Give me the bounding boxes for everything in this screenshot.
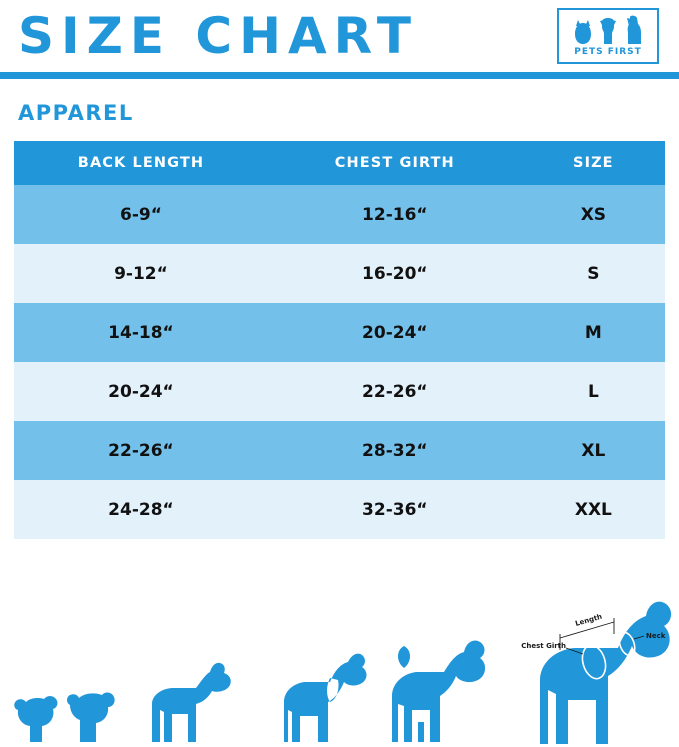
cell-size: S (522, 244, 665, 303)
cell-size: XL (522, 421, 665, 480)
cell-back-length: 9-12“ (14, 244, 268, 303)
cell-chest-girth: 16-20“ (268, 244, 522, 303)
cell-back-length: 20-24“ (14, 362, 268, 421)
table-row (14, 185, 665, 244)
cell-back-length: 24-28“ (14, 480, 268, 539)
page-title: SIZE CHART (18, 7, 419, 65)
cell-chest-girth: 12-16“ (268, 185, 522, 244)
dog-small-icon (598, 17, 618, 45)
cell-back-length: 22-26“ (14, 421, 268, 480)
dog-silhouette-xxl-icon (540, 602, 671, 744)
section-title: APPAREL (18, 101, 134, 125)
table-header-row (14, 141, 665, 185)
dog-large-icon (622, 15, 644, 45)
cat-sitting-icon (572, 17, 594, 45)
dog-silhouette-s-icon (67, 693, 115, 742)
cell-chest-girth: 22-26“ (268, 362, 522, 421)
label-length: Length (574, 612, 604, 628)
page-header (0, 0, 679, 72)
cell-size: XXL (522, 480, 665, 539)
size-chart-table (14, 141, 665, 539)
logo-animal-icons (572, 15, 644, 45)
pets-first-logo (557, 8, 659, 64)
dog-silhouettes-svg (0, 592, 679, 747)
dog-silhouette-xs-icon (14, 696, 57, 742)
label-neck: Neck (646, 632, 666, 640)
cell-chest-girth: 28-32“ (268, 421, 522, 480)
cell-chest-girth: 20-24“ (268, 303, 522, 362)
dog-size-illustration (0, 592, 679, 747)
cell-back-length: 14-18“ (14, 303, 268, 362)
cell-size: XS (522, 185, 665, 244)
cell-back-length: 6-9“ (14, 185, 268, 244)
logo-text: PETS FIRST (574, 47, 642, 57)
header-divider (0, 72, 679, 79)
column-header-chest-girth: CHEST GIRTH (268, 141, 522, 185)
column-header-back-length: BACK LENGTH (14, 141, 268, 185)
dog-silhouette-m-icon (152, 663, 231, 742)
table-row (14, 480, 665, 539)
table-row (14, 244, 665, 303)
column-header-size: SIZE (522, 141, 665, 185)
table-row (14, 303, 665, 362)
dog-silhouette-l-icon (284, 654, 367, 742)
cell-size: M (522, 303, 665, 362)
dog-silhouette-xl-icon (392, 640, 485, 742)
table-row (14, 421, 665, 480)
label-chest-girth: Chest Girth (521, 642, 566, 650)
cell-chest-girth: 32-36“ (268, 480, 522, 539)
cell-size: L (522, 362, 665, 421)
table-row (14, 362, 665, 421)
